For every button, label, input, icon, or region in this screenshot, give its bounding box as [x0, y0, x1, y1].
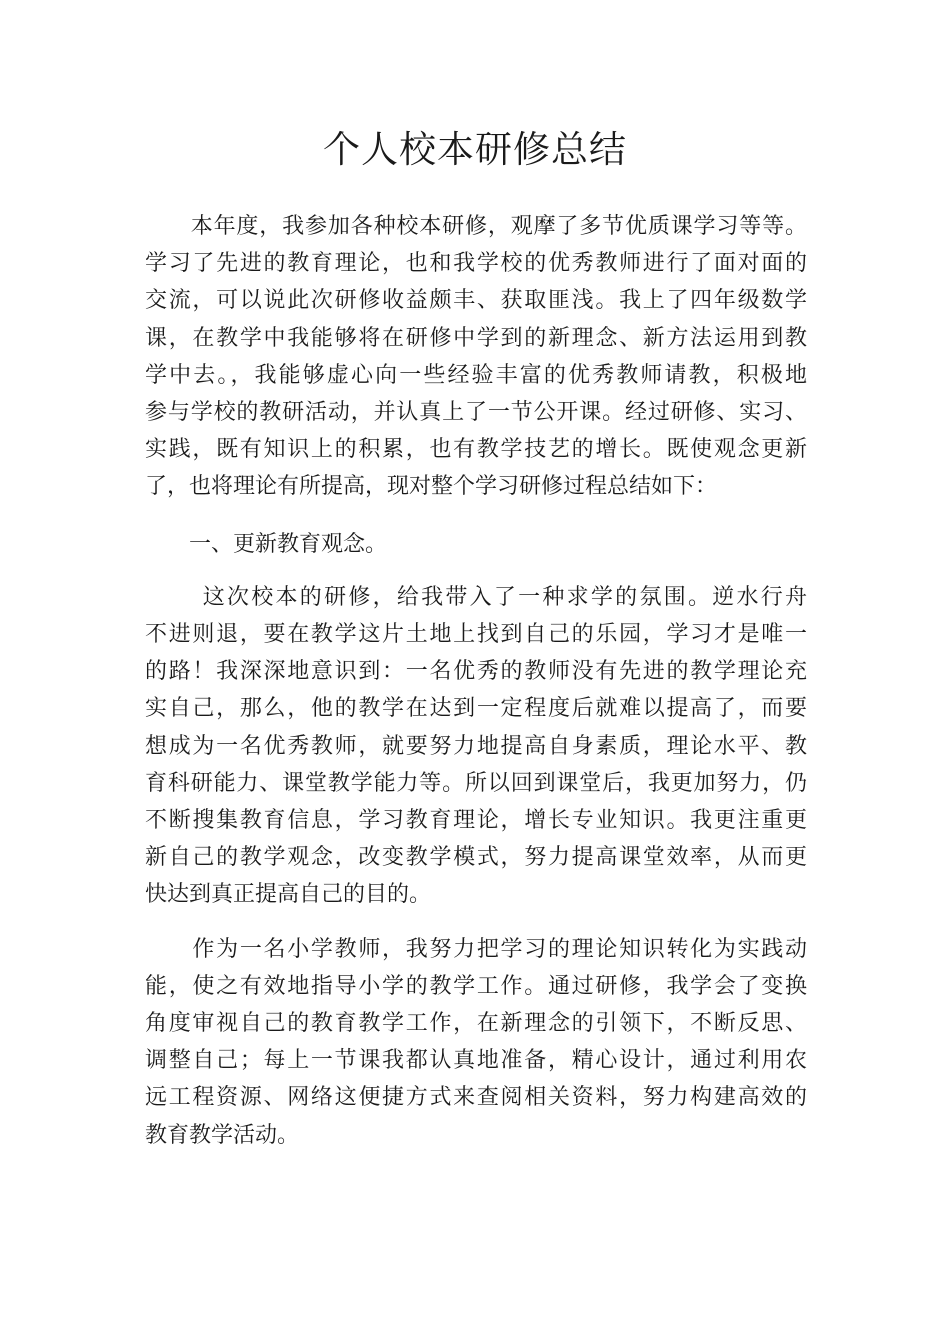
- text-line: 学中去。，我能够虚心向一些经验丰富的优秀教师请教，积极地: [145, 362, 807, 388]
- text-line: 实自己，那么，他的教学在达到一定程度后就难以提高了，而要: [145, 696, 807, 722]
- text-line: 能，使之有效地指导小学的教学工作。通过研修，我学会了变换: [145, 973, 807, 999]
- text-line: 不断搜集教育信息，学习教育理论，增长专业知识。我更注重更: [145, 808, 807, 834]
- text-line: 课，在教学中我能够将在研修中学到的新理念、新方法运用到教: [145, 325, 807, 351]
- text-line: 不进则退，要在教学这片土地上找到自己的乐园，学习才是唯一: [145, 622, 807, 648]
- text-line: 交流，可以说此次研修收益颇丰、获取匪浅。我上了四年级数学: [145, 288, 807, 314]
- text-line: 快达到真正提高自己的目的。: [145, 882, 432, 908]
- section-heading: [145, 526, 807, 563]
- text-line: 角度审视自己的教育教学工作，在新理念的引领下，不断反思、: [145, 1011, 807, 1037]
- text-line: 的路！我深深地意识到：一名优秀的教师没有先进的教学理论充: [145, 659, 807, 685]
- page-title: 个人校本研修总结: [323, 128, 627, 171]
- text-line: 参与学校的教研活动，并认真上了一节公开课。经过研修、实习、: [145, 400, 807, 426]
- text-line: 教育教学活动。: [145, 1122, 300, 1148]
- paragraph-practice: [145, 931, 807, 1154]
- text-line: 一、更新教育观念。: [145, 531, 388, 557]
- text-line: 本年度，我参加各种校本研修，观摩了多节优质课学习等等。: [145, 214, 807, 239]
- text-line: 新自己的教学观念，改变教学模式，努力提高课堂效率，从而更: [145, 845, 807, 871]
- text-line: 想成为一名优秀教师，就要努力地提高自身素质，理论水平、教: [145, 733, 807, 759]
- text-line: 学习了先进的教育理论，也和我学校的优秀教师进行了面对面的: [145, 251, 807, 277]
- paragraph-section-one: [145, 579, 807, 914]
- text-line: 这次校本的研修，给我带入了一种求学的氛围。逆水行舟: [145, 584, 807, 610]
- text-line: 调整自己；每上一节课我都认真地准备，精心设计，通过利用农: [145, 1048, 807, 1074]
- text-line: 远工程资源、网络这便捷方式来查阅相关资料，努力构建高效的: [145, 1085, 807, 1111]
- document-body: [145, 208, 807, 1154]
- text-line: 了，也将理论有所提高，现对整个学习研修过程总结如下：: [145, 474, 718, 500]
- paragraph-intro: [145, 208, 807, 506]
- text-line: 作为一名小学教师，我努力把学习的理论知识转化为实践动: [145, 936, 807, 962]
- text-line: 实践，既有知识上的积累，也有教学技艺的增长。既使观念更新: [145, 437, 807, 463]
- text-line: 育科研能力、课堂教学能力等。所以回到课堂后，我更加努力，仍: [145, 770, 807, 796]
